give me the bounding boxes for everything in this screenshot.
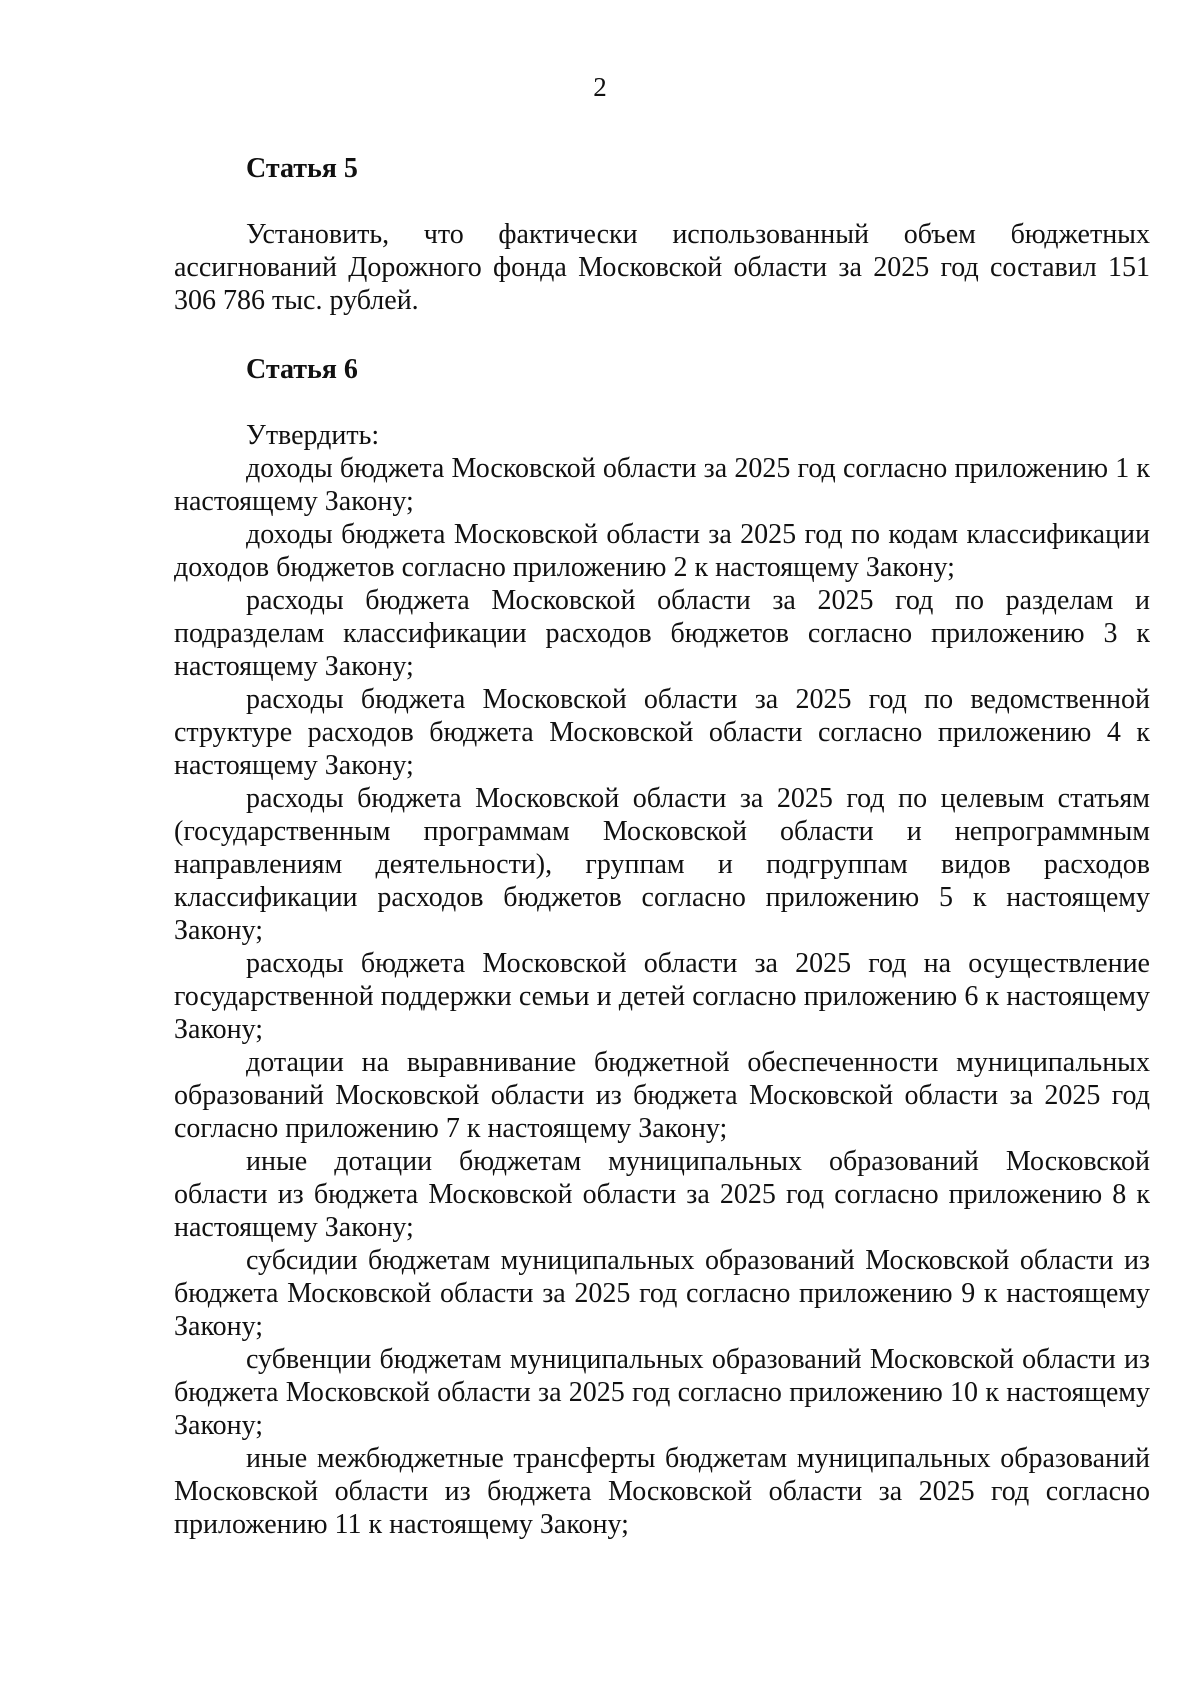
article-6-heading: Статья 6 bbox=[246, 354, 358, 385]
page-number: 2 bbox=[593, 72, 607, 102]
article-6-item: субвенции бюджетам муниципальных образований Московской области из бюджета Московской области за 2025 год согласно приложению 10 к настоящему Закону; bbox=[174, 1344, 1150, 1441]
article-6-intro: Утвердить: bbox=[246, 420, 380, 451]
article-6-item: дотации на выравнивание бюджетной обеспеченности муниципальных образований Московской области из бюджета Московской области за 2025 год согласно приложению 7 к настоящему Закону; bbox=[174, 1047, 1150, 1144]
article-6-item: расходы бюджета Московской области за 2025 год по разделам и подразделам классификации расходов бюджетов согласно приложению 3 к настоящему Закону; bbox=[174, 585, 1150, 682]
article-6-item: доходы бюджета Московской области за 2025 год согласно приложению 1 к настоящему Закону; bbox=[174, 453, 1150, 517]
article-6-item: иные дотации бюджетам муниципальных образований Московской области из бюджета Московской области за 2025 год согласно приложению 8 к настоящему Закону; bbox=[174, 1146, 1150, 1243]
article-6-item: субсидии бюджетам муниципальных образований Московской области из бюджета Московской области за 2025 год согласно приложению 9 к настоящему Закону; bbox=[174, 1245, 1150, 1342]
article-6-item: доходы бюджета Московской области за 2025 год по кодам классификации доходов бюджетов согласно приложению 2 к настоящему Закону; bbox=[174, 519, 1150, 583]
document-body bbox=[174, 152, 1150, 1541]
article-6-item: иные межбюджетные трансферты бюджетам муниципальных образований Московской области из бюджета Московской области за 2025 год согласно приложению 11 к настоящему Закону; bbox=[174, 1443, 1150, 1540]
article-5-text: Установить, что фактически использованный объем бюджетных ассигнований Дорожного фонда Московской области за 2025 год составил 151 306 786 тыс. рублей. bbox=[174, 219, 1150, 316]
article-6-item: расходы бюджета Московской области за 2025 год на осуществление государственной поддержки семьи и детей согласно приложению 6 к настоящему Закону; bbox=[174, 948, 1150, 1045]
article-6-item: расходы бюджета Московской области за 2025 год по ведомственной структуре расходов бюджета Московской области согласно приложению 4 к настоящему Закону; bbox=[174, 684, 1150, 781]
article-6-item: расходы бюджета Московской области за 2025 год по целевым статьям (государственным программам Московской области и непрограммным направлениям деятельности), группам и подгруппам видов расходов классификации расходов бюджетов согласно приложению 5 к настоящему Закону; bbox=[174, 783, 1150, 946]
article-5-heading: Статья 5 bbox=[246, 153, 358, 184]
